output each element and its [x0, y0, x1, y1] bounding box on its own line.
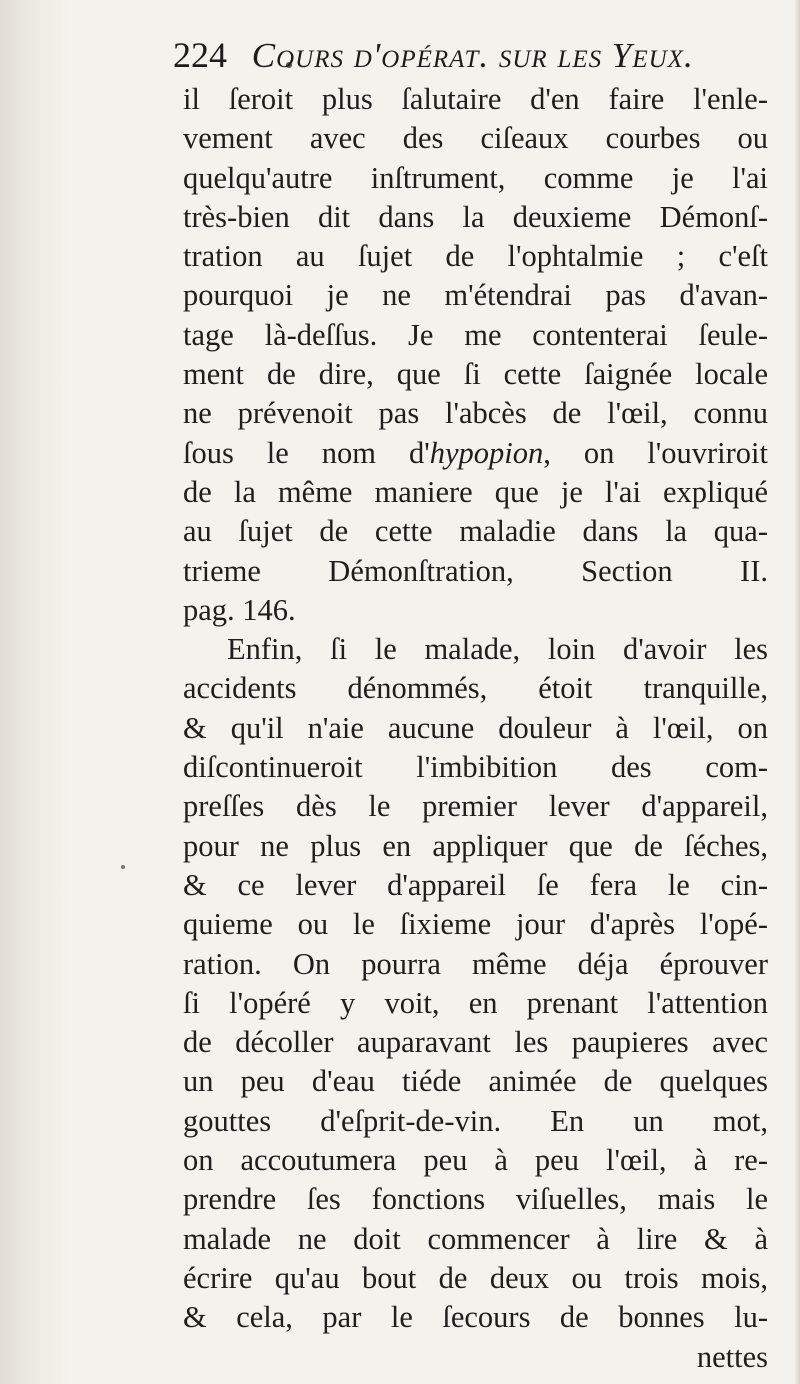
running-title: Cours d'opérat. sur les Yeux.	[251, 36, 694, 75]
body-text	[183, 80, 768, 1377]
text-line: ſi l'opéré y voit, en prenant l'attention	[183, 985, 768, 1020]
running-header	[173, 30, 773, 80]
text-line: de décoller auparavant les paupieres avec	[183, 1025, 768, 1060]
text-line: diſcontinueroit l'imbibition des com-	[183, 750, 768, 785]
text-line: on accoutumera peu à peu l'œil, à re-	[183, 1143, 768, 1178]
text-line: & qu'il n'aie aucune douleur à l'œil, on	[183, 710, 768, 745]
text-line: ne prévenoit pas l'abcès de l'œil, connu	[183, 396, 768, 431]
text-line: écrire qu'au bout de deux ou trois mois,	[183, 1260, 768, 1295]
text-line: & ce lever d'appareil ſe fera le cin-	[183, 867, 768, 902]
page-edge	[794, 0, 800, 1384]
italic-term: hypopion	[429, 435, 544, 470]
catchword: nettes	[696, 1339, 768, 1374]
text-segment: ſous le nom d'	[183, 435, 430, 470]
text-line: gouttes d'eſprit-de-vin. En un mot,	[183, 1103, 768, 1138]
text-line: au ſujet de cette maladie dans la qua-	[183, 514, 768, 549]
text-line: il ſeroit plus ſalutaire d'en faire l'enle-	[183, 82, 768, 116]
text-line: & cela, par le ſecours de bonnes lu-	[183, 1300, 768, 1335]
text-line: tage là-deſſus. Je me contenterai ſeule-	[183, 317, 768, 352]
text-line: tration au ſujet de l'ophtalmie ; c'eſt	[183, 239, 768, 274]
text-line: un peu d'eau tiéde animée de quelques	[183, 1064, 768, 1099]
ink-speck	[121, 865, 125, 869]
text-line: prendre ſes fonctions viſuelles, mais le	[183, 1182, 768, 1217]
text-line: quieme ou le ſixieme jour d'après l'opé-	[183, 907, 768, 942]
text-line: preſſes dès le premier lever d'appareil,	[183, 789, 768, 824]
text-line: trieme Démonſtration, Section II.	[183, 553, 768, 588]
gutter-shadow	[0, 0, 70, 1384]
text-segment: , on l'ouvriroit	[543, 435, 768, 470]
text-line: pour ne plus en appliquer que de ſéches,	[183, 828, 768, 863]
text-line: ration. On pourra même déja éprouver	[183, 946, 768, 981]
text-line-with-italic	[183, 434, 768, 473]
text-line: malade ne doit commencer à lire & à	[183, 1221, 768, 1256]
text-line: ment de dire, que ſi cette ſaignée locale	[183, 357, 768, 392]
text-line: vement avec des ciſeaux courbes ou	[183, 121, 768, 156]
text-line: accidents dénommés, étoit tranquille,	[183, 671, 768, 706]
text-line: très-bien dit dans la deuxieme Démonſ-	[183, 199, 768, 234]
page-number: 224	[173, 35, 227, 75]
text-line: quelqu'autre inſtrument, comme je l'ai	[183, 160, 768, 195]
text-line: de la même maniere que je l'ai expliqué	[183, 474, 768, 509]
text-line: pag. 146.	[183, 592, 296, 627]
text-line: pourquoi je ne m'étendrai pas d'avan-	[183, 278, 768, 313]
paragraph-start-line: Enfin, ſi le malade, loin d'avoir les	[227, 632, 768, 667]
